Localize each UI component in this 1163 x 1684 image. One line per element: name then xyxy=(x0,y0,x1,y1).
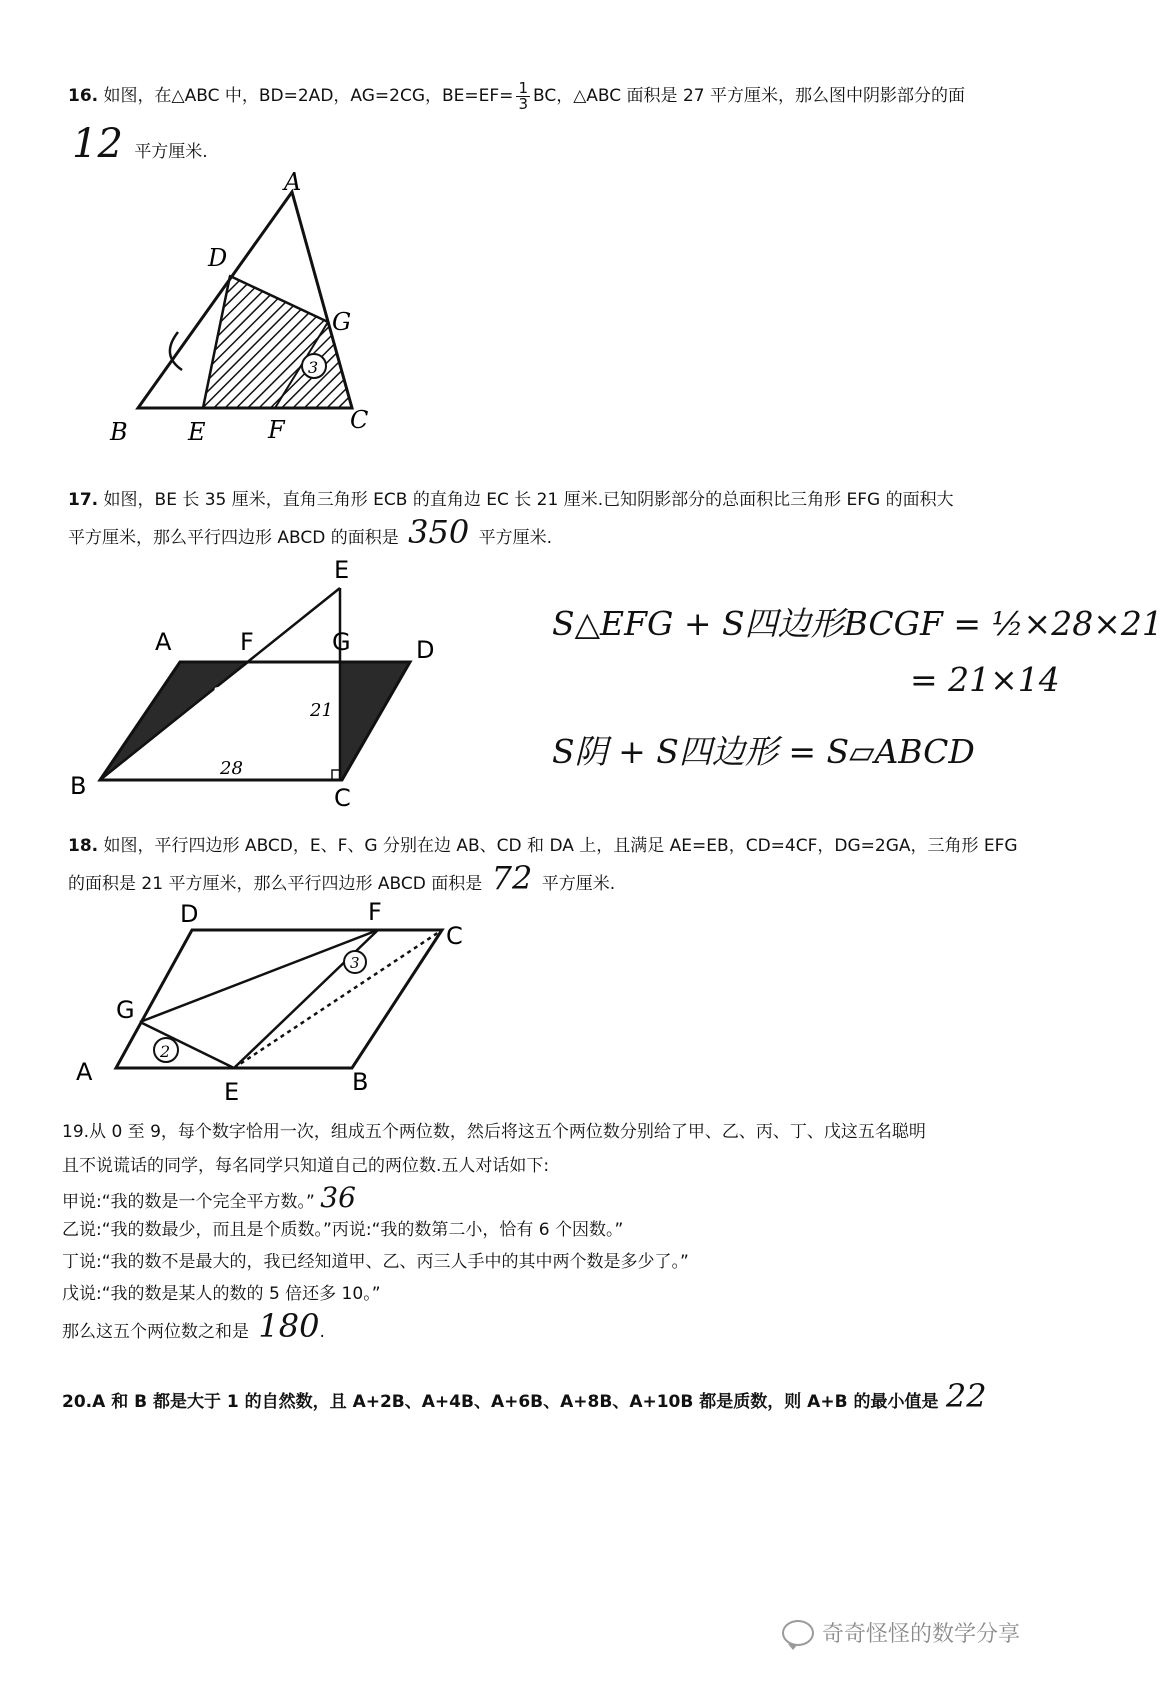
q19-line3-text: 甲说:“我的数是一个完全平方数。” xyxy=(62,1192,315,1212)
q17-label-c: C xyxy=(334,784,351,812)
q18-label-g: G xyxy=(116,996,135,1024)
q17-work-line3: S阴 + S四边形 = S▱ABCD xyxy=(552,732,975,771)
q16-label-c: C xyxy=(350,406,369,434)
q16-circle-note: 3 xyxy=(308,358,319,377)
q17-label-g: G xyxy=(332,628,351,656)
q17-label-b: B xyxy=(70,772,87,800)
q18-circle-2: 2 xyxy=(160,1042,171,1061)
q17-line1: 如图，BE 长 35 厘米，直角三角形 ECB 的直角边 EC 长 21 厘米.已知阴影部分的总面积比三角形 EFG 的面积大 xyxy=(103,490,954,510)
q16-label-b: B xyxy=(110,418,128,446)
q19-line3 xyxy=(62,1182,356,1218)
q17-label-ec: 21 xyxy=(310,700,333,721)
q20-text: 20.A 和 B 都是大于 1 的自然数，且 A+2B、A+4B、A+6B、A+8B、A+10B 都是质数，则 A+B 的最小值是 xyxy=(62,1392,939,1412)
q17-line2b: 平方厘米. xyxy=(478,528,553,548)
q19-line7b: . xyxy=(319,1322,325,1342)
q16-text xyxy=(68,80,965,112)
q17-label-bc: 28 xyxy=(220,758,243,779)
q19-line7 xyxy=(62,1307,325,1348)
q17-text xyxy=(68,484,954,516)
q17-work-line1: S△EFG + S四边形BCGF = ½×28×21 xyxy=(552,604,1163,643)
q16-number: 16. xyxy=(68,86,99,106)
q18-parallelogram-diagram xyxy=(72,900,492,1110)
q16-label-d: D xyxy=(208,244,228,272)
chat-bubble-icon xyxy=(782,1620,814,1646)
q19-line1: 19.从 0 至 9，每个数字恰用一次，组成五个两位数，然后将这五个两位数分别给了甲、乙、丙、丁、戊这五名聪明 xyxy=(62,1122,926,1142)
q16-fraction xyxy=(516,78,530,113)
q17-parallelogram-diagram xyxy=(70,548,470,812)
q16-label-a: A xyxy=(284,168,302,196)
q17-label-d: D xyxy=(416,636,435,664)
q19-line6: 戊说:“我的数是某人的数的 5 倍还多 10。” xyxy=(62,1284,381,1304)
q19-line2: 且不说谎话的同学，每名同学只知道自己的两位数.五人对话如下: xyxy=(62,1156,550,1176)
q19-line5: 丁说:“我的数不是最大的，我已经知道甲、乙、丙三人手中的其中两个数是多少了。” xyxy=(62,1252,689,1272)
q18-line2 xyxy=(68,859,616,900)
q17-label-f: F xyxy=(240,628,254,656)
q18-label-b: B xyxy=(352,1068,369,1096)
q20-line xyxy=(62,1377,987,1418)
q17-label-be: 35 xyxy=(212,684,235,705)
watermark xyxy=(782,1617,1020,1648)
q17-label-e: E xyxy=(334,556,350,584)
q16-text-b: BC，△ABC 面积是 27 平方厘米，那么图中阴影部分的面 xyxy=(532,86,965,106)
q16-label-f: F xyxy=(268,416,285,444)
q19-handwritten-answer: 180 xyxy=(258,1307,320,1345)
q17-label-a: A xyxy=(155,628,172,656)
q17-handwritten-answer: 350 xyxy=(408,513,470,551)
q17-line2a: 平方厘米，那么平行四边形 ABCD 的面积是 xyxy=(68,528,399,548)
q18-label-e: E xyxy=(224,1078,240,1106)
q17-number: 17. xyxy=(68,490,99,510)
q18-line2b: 平方厘米. xyxy=(541,874,616,894)
q18-handwritten-answer: 72 xyxy=(491,859,533,897)
q16-handwritten-answer: 12 xyxy=(72,121,123,167)
q16-answer-line xyxy=(72,121,208,168)
fraction-denominator: 3 xyxy=(518,94,528,113)
q17-work-line2: = 21×14 xyxy=(910,660,1060,699)
q18-line2a: 的面积是 21 平方厘米，那么平行四边形 ABCD 面积是 xyxy=(68,874,483,894)
q16-text-a: 如图，在△ABC 中，BD=2AD，AG=2CG，BE=EF= xyxy=(103,86,514,106)
q16-triangle-diagram xyxy=(100,170,400,460)
q16-unit: 平方厘米. xyxy=(134,142,208,162)
q18-label-d: D xyxy=(180,900,199,928)
q18-number: 18. xyxy=(68,836,99,856)
watermark-text: 奇奇怪怪的数学分享 xyxy=(821,1622,1020,1647)
q18-circle-3: 3 xyxy=(350,954,360,972)
q19-line4: 乙说:“我的数最少，而且是个质数。”丙说:“我的数第二小，恰有 6 个因数。” xyxy=(62,1220,624,1240)
q16-label-g: G xyxy=(332,308,352,336)
q18-text xyxy=(68,830,1018,862)
q18-label-f: F xyxy=(368,898,382,926)
q18-label-a: A xyxy=(76,1058,93,1086)
q16-label-e: E xyxy=(188,418,206,446)
q20-handwritten-answer: 22 xyxy=(945,1377,987,1415)
fraction-numerator: 1 xyxy=(518,78,528,97)
q19-handwritten-note: 36 xyxy=(320,1181,356,1214)
q18-line1: 如图，平行四边形 ABCD，E、F、G 分别在边 AB、CD 和 DA 上，且满足 AE=EB，CD=4CF，DG=2GA，三角形 EFG xyxy=(103,836,1018,856)
q19-line7a: 那么这五个两位数之和是 xyxy=(62,1322,249,1342)
q18-label-c: C xyxy=(446,922,463,950)
